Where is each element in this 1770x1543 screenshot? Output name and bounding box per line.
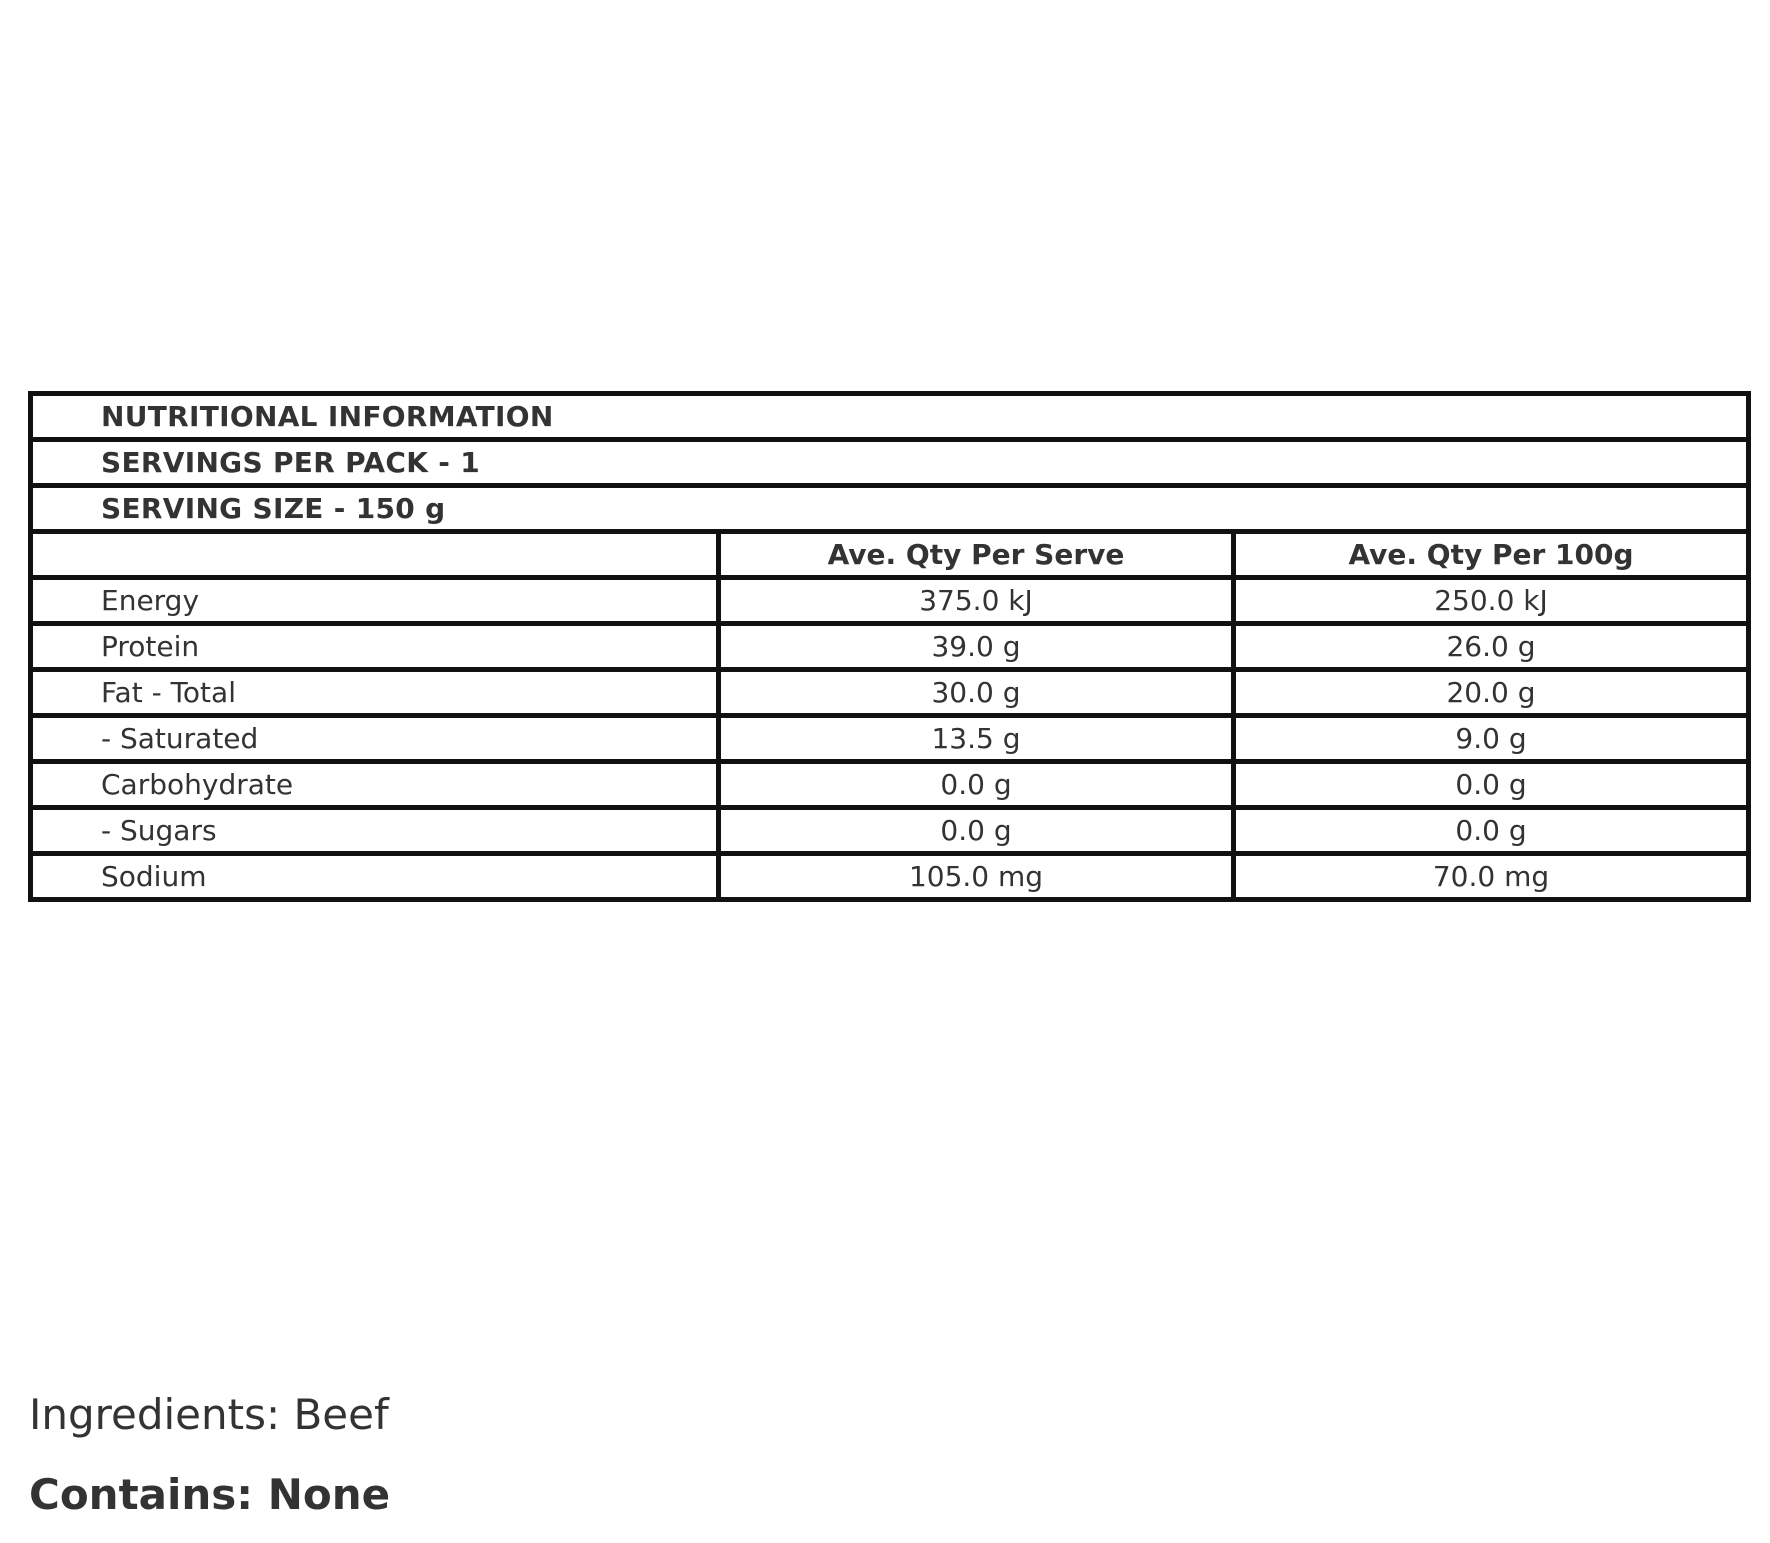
servings-per-pack: SERVINGS PER PACK - 1	[31, 440, 1749, 486]
per-serve-value: 105.0 mg	[719, 854, 1234, 900]
nutrition-panel-table	[28, 391, 1751, 902]
table-row	[31, 808, 1749, 854]
servings-row	[31, 440, 1749, 486]
table-row	[31, 762, 1749, 808]
table-row	[31, 624, 1749, 670]
serving-size: SERVING SIZE - 150 g	[31, 486, 1749, 532]
per-100g-value: 26.0 g	[1234, 624, 1749, 670]
table-row	[31, 670, 1749, 716]
column-header-per-100g: Ave. Qty Per 100g	[1234, 532, 1749, 578]
column-header-row	[31, 532, 1749, 578]
title-row	[31, 394, 1749, 440]
nutrient-label: - Saturated	[31, 716, 719, 762]
nutrient-label: Carbohydrate	[31, 762, 719, 808]
serving-size-row	[31, 486, 1749, 532]
per-serve-value: 375.0 kJ	[719, 578, 1234, 624]
panel-title: NUTRITIONAL INFORMATION	[31, 394, 1749, 440]
table-row	[31, 716, 1749, 762]
per-100g-value: 20.0 g	[1234, 670, 1749, 716]
column-header-label	[31, 532, 719, 578]
per-100g-value: 250.0 kJ	[1234, 578, 1749, 624]
table-row	[31, 854, 1749, 900]
nutrient-label: Sodium	[31, 854, 719, 900]
nutrient-label: Fat - Total	[31, 670, 719, 716]
nutrient-label: Energy	[31, 578, 719, 624]
nutrient-label: - Sugars	[31, 808, 719, 854]
per-100g-value: 9.0 g	[1234, 716, 1749, 762]
table-row	[31, 578, 1749, 624]
ingredients-text: Ingredients: Beef	[29, 1390, 389, 1439]
per-100g-value: 70.0 mg	[1234, 854, 1749, 900]
per-serve-value: 13.5 g	[719, 716, 1234, 762]
per-serve-value: 0.0 g	[719, 808, 1234, 854]
per-serve-value: 30.0 g	[719, 670, 1234, 716]
allergen-contains-text: Contains: None	[29, 1470, 391, 1519]
per-100g-value: 0.0 g	[1234, 808, 1749, 854]
column-header-per-serve: Ave. Qty Per Serve	[719, 532, 1234, 578]
nutrient-label: Protein	[31, 624, 719, 670]
per-serve-value: 39.0 g	[719, 624, 1234, 670]
per-serve-value: 0.0 g	[719, 762, 1234, 808]
per-100g-value: 0.0 g	[1234, 762, 1749, 808]
